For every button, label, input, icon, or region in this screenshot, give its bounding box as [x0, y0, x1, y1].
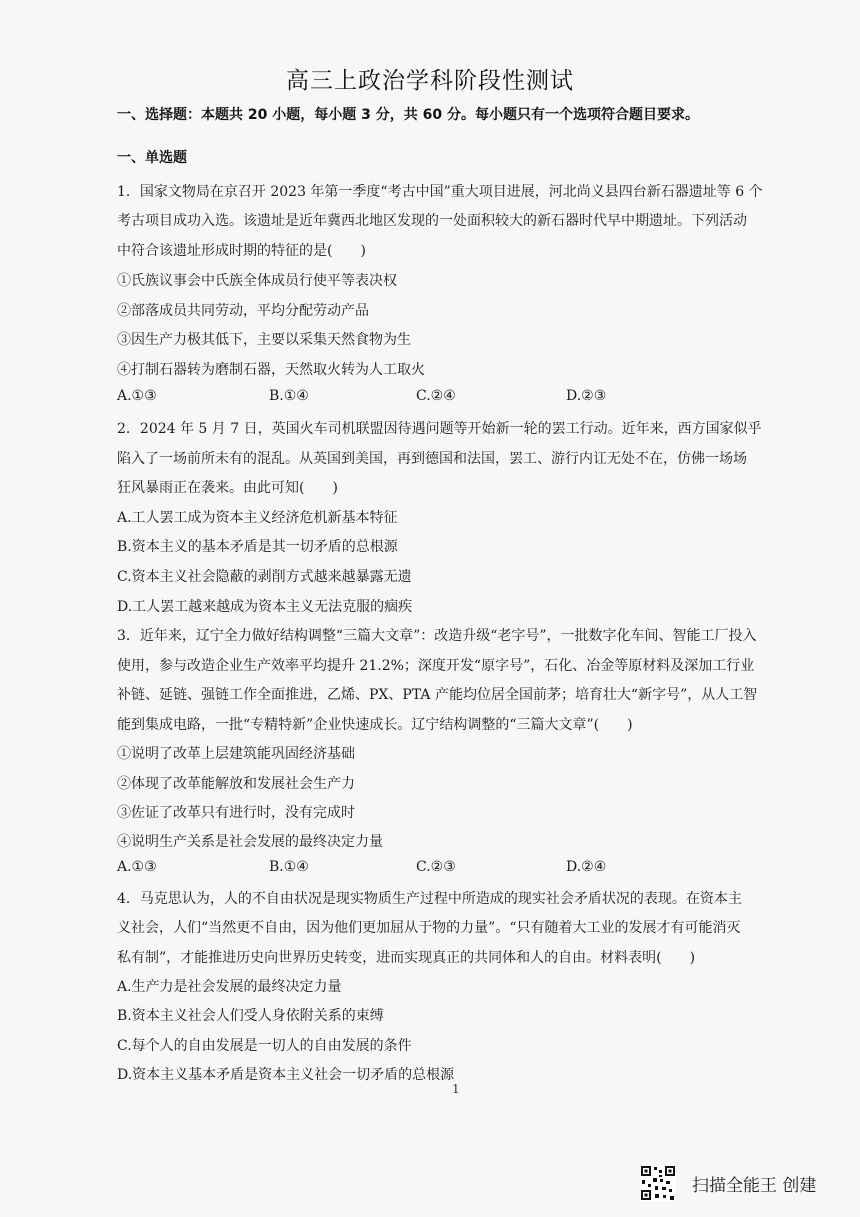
- question-3-option-d: D.②④: [566, 859, 607, 875]
- question-4-choice-d: D.资本主义基本矛盾是资本主义社会一切矛盾的总根源: [117, 1067, 455, 1083]
- exam-title: 高三上政治学科阶段性测试: [286, 68, 574, 94]
- question-1-item-4: ④打制石器转为磨制石器，天然取火转为人工取火: [117, 362, 425, 378]
- question-4-line-2: 义社会，人们“当然更不自由，因为他们更加屈从于物的力量”。“只有随着大工业的发展才有可能消灭: [117, 920, 741, 936]
- question-1-item-2: ②部落成员共同劳动，平均分配劳动产品: [117, 303, 369, 319]
- question-1-line-3: 中符合该遗址形成时期的特征的是( ): [117, 243, 366, 259]
- question-3-option-c: C.②③: [416, 859, 456, 875]
- question-1-option-c: C.②④: [416, 388, 456, 404]
- question-4-line-3: 私有制”，才能推进历史向世界历史转变，进而实现真正的共同体和人的自由。材料表明( ): [117, 950, 696, 966]
- scanner-credit: 扫描全能王 创建: [692, 1176, 817, 1196]
- scanner-watermark: [640, 1163, 840, 1203]
- question-1-option-a: A.①③: [117, 388, 157, 404]
- question-1-line-1: 1．国家文物局在京召开 2023 年第一季度“考古中国”重大项目进展，河北尚义县四台新石器遗址等 6 个: [117, 184, 763, 200]
- page-number: 1: [452, 1082, 460, 1096]
- qr-code-icon: [640, 1165, 676, 1201]
- question-2-choice-c: C.资本主义社会隐蔽的剥削方式越来越暴露无遗: [117, 569, 412, 585]
- question-4-choice-c: C.每个人的自由发展是一切人的自由发展的条件: [117, 1038, 412, 1054]
- question-1-item-3: ③因生产力极其低下，主要以采集天然食物为生: [117, 332, 411, 348]
- question-2-choice-b: B.资本主义的基本矛盾是其一切矛盾的总根源: [117, 539, 398, 555]
- question-3-item-3: ③佐证了改革只有进行时，没有完成时: [117, 805, 355, 821]
- question-1-line-2: 考古项目成功入选。该遗址是近年冀西北地区发现的一处面积较大的新石器时代早中期遗址。下列活动: [117, 213, 747, 229]
- question-2-line-2: 陷入了一场前所未有的混乱。从英国到美国，再到德国和法国，罢工、游行内讧无处不在，仿佛一场场: [117, 451, 747, 467]
- question-3-line-3: 补链、延链、强链工作全面推进，乙烯、PX、PTA 产能均位居全国前茅；培育壮大“新字号”，从人工智: [117, 687, 758, 703]
- question-1-item-1: ①氏族议事会中氏族全体成员行使平等表决权: [117, 273, 397, 289]
- question-3-line-2: 使用，参与改造企业生产效率平均提升 21.2%；深度开发“原字号”，石化、冶金等原材料及深加工行业: [117, 658, 755, 674]
- question-3-line-1: 3．近年来，辽宁全力做好结构调整“三篇大文章”：改造升级“老字号”，一批数字化车间、智能工厂投入: [117, 628, 757, 644]
- question-4-choice-a: A.生产力是社会发展的最终决定力量: [117, 979, 342, 995]
- question-3-options: [117, 859, 757, 879]
- question-4-line-1: 4．马克思认为，人的不自由状况是现实物质生产过程中所造成的现实社会矛盾状况的表现。在资本主: [117, 891, 742, 907]
- question-1-option-d: D.②③: [566, 388, 607, 404]
- question-2-choice-d: D.工人罢工越来越成为资本主义无法克服的痼疾: [117, 599, 413, 615]
- question-1-option-b: B.①④: [269, 388, 309, 404]
- question-3-item-1: ①说明了改革上层建筑能巩固经济基础: [117, 746, 355, 762]
- question-3-line-4: 能到集成电路，一批“专精特新”企业快速成长。辽宁结构调整的“三篇大文章”( ): [117, 717, 633, 733]
- question-4-choice-b: B.资本主义社会人们受人身依附关系的束缚: [117, 1008, 384, 1024]
- question-2-line-1: 2．2024 年 5 月 7 日，英国火车司机联盟因待遇问题等开始新一轮的罢工行动。近年来，西方国家似乎: [117, 421, 762, 437]
- question-1-options: [117, 388, 757, 408]
- question-3-item-4: ④说明生产关系是社会发展的最终决定力量: [117, 834, 383, 850]
- question-2-choice-a: A.工人罢工成为资本主义经济危机新基本特征: [117, 510, 398, 526]
- section-instructions: 一、选择题：本题共 20 小题，每小题 3 分，共 60 分。每小题只有一个选项符合题目要求。: [117, 107, 699, 123]
- question-2-line-3: 狂风暴雨正在袭来。由此可知( ): [117, 480, 338, 496]
- question-3-item-2: ②体现了改革能解放和发展社会生产力: [117, 776, 355, 792]
- section-heading: 一、单选题: [117, 150, 187, 166]
- question-3-option-b: B.①④: [269, 859, 309, 875]
- question-3-option-a: A.①③: [117, 859, 157, 875]
